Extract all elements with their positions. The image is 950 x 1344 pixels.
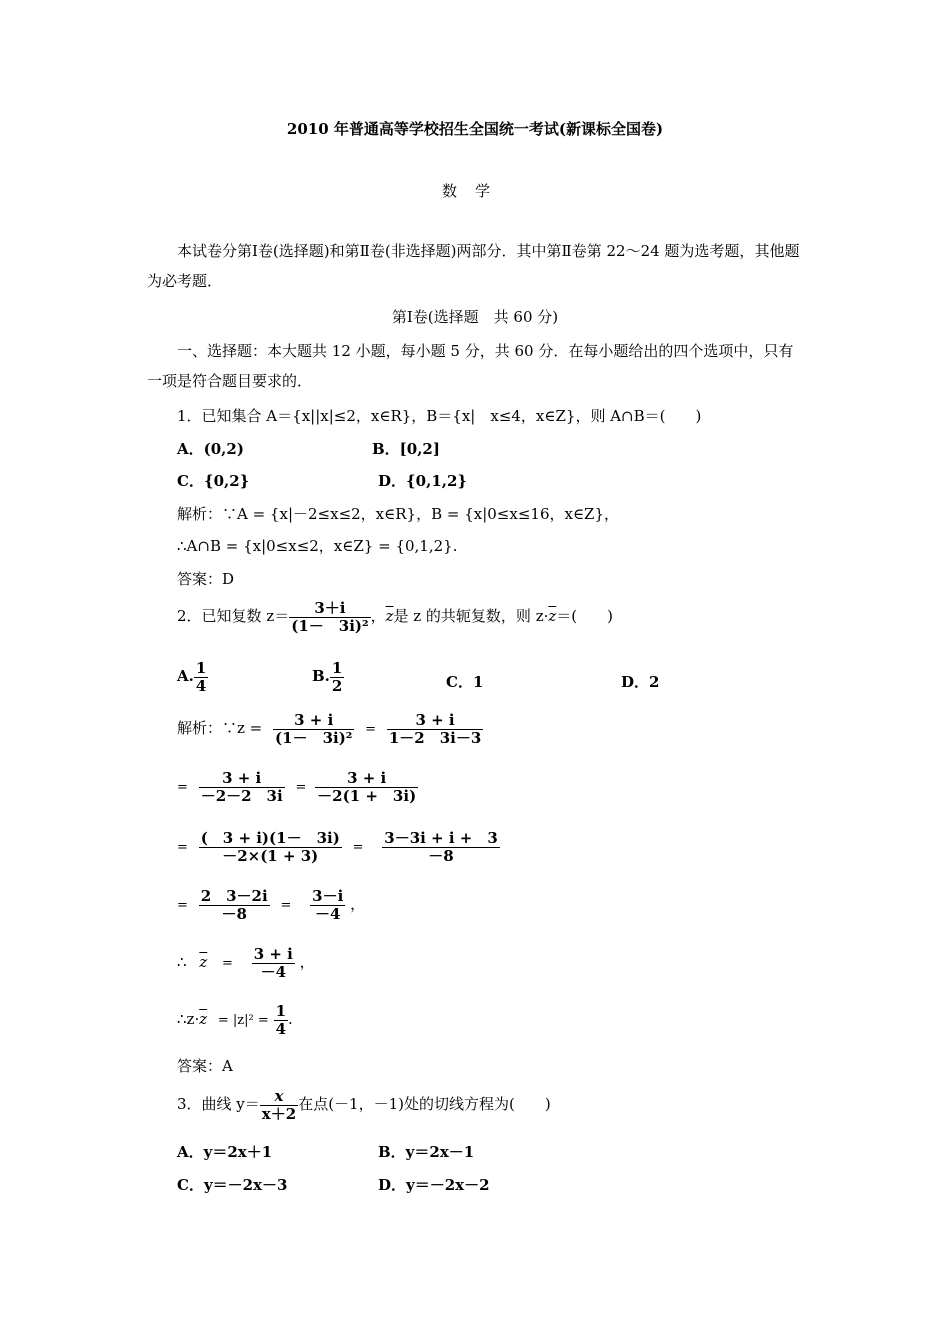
q2-stem xyxy=(177,600,613,634)
q2-s7-frac xyxy=(199,888,270,922)
q1-stem: 1．已知集合 A＝{x||x|≤2，x∈R}，B＝{x| x≤4，x∈Z}，则 A∩B＝( ) xyxy=(177,407,702,425)
q1-solution-line2: ∴A∩B = {x|0≤x≤2，x∈Z} = {0,1,2}. xyxy=(177,537,458,555)
q2-s9-num: 3 + i xyxy=(253,945,293,963)
q3-stem xyxy=(177,1088,551,1122)
q2-s8-den: －4 xyxy=(310,905,345,923)
q2-s5-den: －2×(1 + 3) xyxy=(199,847,342,865)
q2-zbar-2: $\overline{z}$ xyxy=(548,607,557,625)
q2-s6-den: －8 xyxy=(382,847,500,865)
q2-s9-therefore: ∴ xyxy=(177,953,187,971)
q2-stem-mid: ， xyxy=(370,607,386,625)
q2-s2-den: 1－2 3i－3 xyxy=(388,728,482,747)
q2-s5-num: ( 3 + i)(1－ 3i) xyxy=(200,829,340,847)
q2-option-d: D．2 xyxy=(621,673,660,691)
q2-s10-rest: = |z|² = xyxy=(217,1013,269,1028)
q2-s5-frac xyxy=(199,830,342,864)
q2-option-b xyxy=(312,660,344,694)
q2-s4-num: 3 + i xyxy=(347,769,387,787)
q2-frac-den: (1－ 3i)² xyxy=(291,616,369,635)
q2-s7-den: －8 xyxy=(199,905,270,923)
subject-title: 数学 xyxy=(441,182,508,200)
q2-s1-num: 3 + i xyxy=(294,711,334,729)
q3-frac-den: x＋2 xyxy=(261,1104,297,1123)
q2-solution-label: 解析：∵z = xyxy=(177,719,263,737)
q2-s1-den: (1－ 3i)² xyxy=(275,728,353,747)
q3-stem-suffix: 在点(－1，－1)处的切线方程为( ) xyxy=(298,1095,551,1113)
q2-option-b-num: 1 xyxy=(331,659,343,677)
q2-s1-frac xyxy=(273,712,354,746)
section1-instructions: 一、选择题：本大题共 12 小题，每小题 5 分，共 60 分．在每小题给出的四个选项中，只有一项是符合题目要求的． xyxy=(147,342,794,390)
q2-s8-comma: ， xyxy=(350,895,366,913)
q2-s9-den: －4 xyxy=(252,963,295,981)
q2-frac-num: 3＋i xyxy=(314,599,346,617)
q2-s9-comma: ， xyxy=(299,953,315,971)
q2-solution-step3 xyxy=(177,830,500,864)
q2-s8-num: 3－i xyxy=(312,887,344,905)
q2-s6-num: 3－3i + i + 3 xyxy=(384,829,498,847)
q2-option-a xyxy=(177,660,208,694)
q2-s4-frac xyxy=(315,770,418,804)
q2-option-b-label: B. xyxy=(312,667,330,685)
q2-s7-num: 2 3－2i xyxy=(200,887,268,905)
q2-s1-eq: = xyxy=(365,722,377,737)
q2-fraction xyxy=(289,600,370,634)
q2-answer: 答案：A xyxy=(177,1057,233,1075)
q2-solution-step5 xyxy=(177,946,315,980)
q2-s6-eq: = xyxy=(352,840,364,855)
q2-zbar: $\overline{z}$ xyxy=(385,607,394,625)
q2-option-a-num: 1 xyxy=(195,659,207,677)
q2-s10-period: . xyxy=(288,1010,293,1028)
q3-option-a: A．y＝2x＋1 xyxy=(177,1143,273,1161)
q2-s8-eq: = xyxy=(280,898,292,913)
q2-s9-frac xyxy=(252,946,295,980)
q2-s10-den: 4 xyxy=(275,1019,286,1038)
q2-s4-den: －2(1 + 3i) xyxy=(317,786,417,805)
q3-option-d: D．y＝－2x－2 xyxy=(378,1176,490,1194)
q2-s2-num: 3 + i xyxy=(415,711,455,729)
q1-option-c: C．{0,2} xyxy=(177,472,250,490)
q2-s6-frac xyxy=(382,830,500,864)
q2-solution-step4 xyxy=(177,888,365,922)
q2-s2-frac xyxy=(387,712,483,746)
q3-frac-num: x xyxy=(274,1087,284,1105)
q2-solution-step2 xyxy=(177,770,418,804)
q2-option-a-label: A. xyxy=(177,667,194,685)
intro-paragraph: 本试卷分第Ⅰ卷(选择题)和第Ⅱ卷(非选择题)两部分．其中第Ⅱ卷第 22～24 题为选考题，其他题为必考题． xyxy=(147,242,800,290)
q3-option-c: C．y＝－2x－3 xyxy=(177,1176,288,1194)
q2-stem-prefix: 2．已知复数 z＝ xyxy=(177,607,290,625)
q2-s10-text: ∴z· xyxy=(177,1010,200,1028)
q2-stem-suffix: 是 z 的共轭复数，则 z· xyxy=(393,607,549,625)
q2-option-a-frac xyxy=(194,660,208,694)
q2-s8-frac xyxy=(310,888,345,922)
q2-solution-step1 xyxy=(177,712,483,746)
q2-s3-den: －2－2 3i xyxy=(200,786,283,805)
q2-option-a-den: 4 xyxy=(195,676,207,695)
q1-answer: 答案：D xyxy=(177,570,235,588)
q2-s10-num: 1 xyxy=(275,1002,286,1020)
q2-option-b-frac xyxy=(330,660,344,694)
q2-s7-eq: = xyxy=(177,898,188,913)
q2-s4-eq: = xyxy=(295,780,307,795)
q2-stem-suffix2: ＝( ) xyxy=(556,607,613,625)
q2-solution-step6 xyxy=(177,1003,293,1037)
q2-s10-frac xyxy=(274,1003,288,1037)
q1-solution-line1: 解析：∵A = {x|－2≤x≤2，x∈R}，B = {x|0≤x≤16，x∈Z}， xyxy=(177,505,620,523)
q3-stem-prefix: 3．曲线 y＝ xyxy=(177,1095,260,1113)
q2-option-b-den: 2 xyxy=(331,676,343,695)
q1-option-b: B．[0,2] xyxy=(372,440,440,458)
q2-s3-eq: = xyxy=(177,780,188,795)
q3-fraction xyxy=(260,1088,298,1122)
q2-s5-eq: = xyxy=(177,840,188,855)
q2-s9-zbar: $\overline{z}$ xyxy=(199,953,208,971)
part1-title: 第Ⅰ卷(选择题 共 60 分) xyxy=(391,308,559,326)
exam-title: 2010 年普通高等学校招生全国统一考试(新课标全国卷) xyxy=(286,120,664,138)
q2-s10-zbar: $\overline{z}$ xyxy=(199,1010,208,1028)
q2-s3-num: 3 + i xyxy=(222,769,262,787)
q1-option-a: A．(0,2) xyxy=(177,440,244,458)
q1-option-d: D．{0,1,2} xyxy=(378,472,468,490)
q2-s3-frac xyxy=(199,770,285,804)
q3-option-b: B．y＝2x－1 xyxy=(378,1143,475,1161)
q2-s9-eq: = xyxy=(222,956,233,971)
q2-option-c: C．1 xyxy=(446,673,484,691)
